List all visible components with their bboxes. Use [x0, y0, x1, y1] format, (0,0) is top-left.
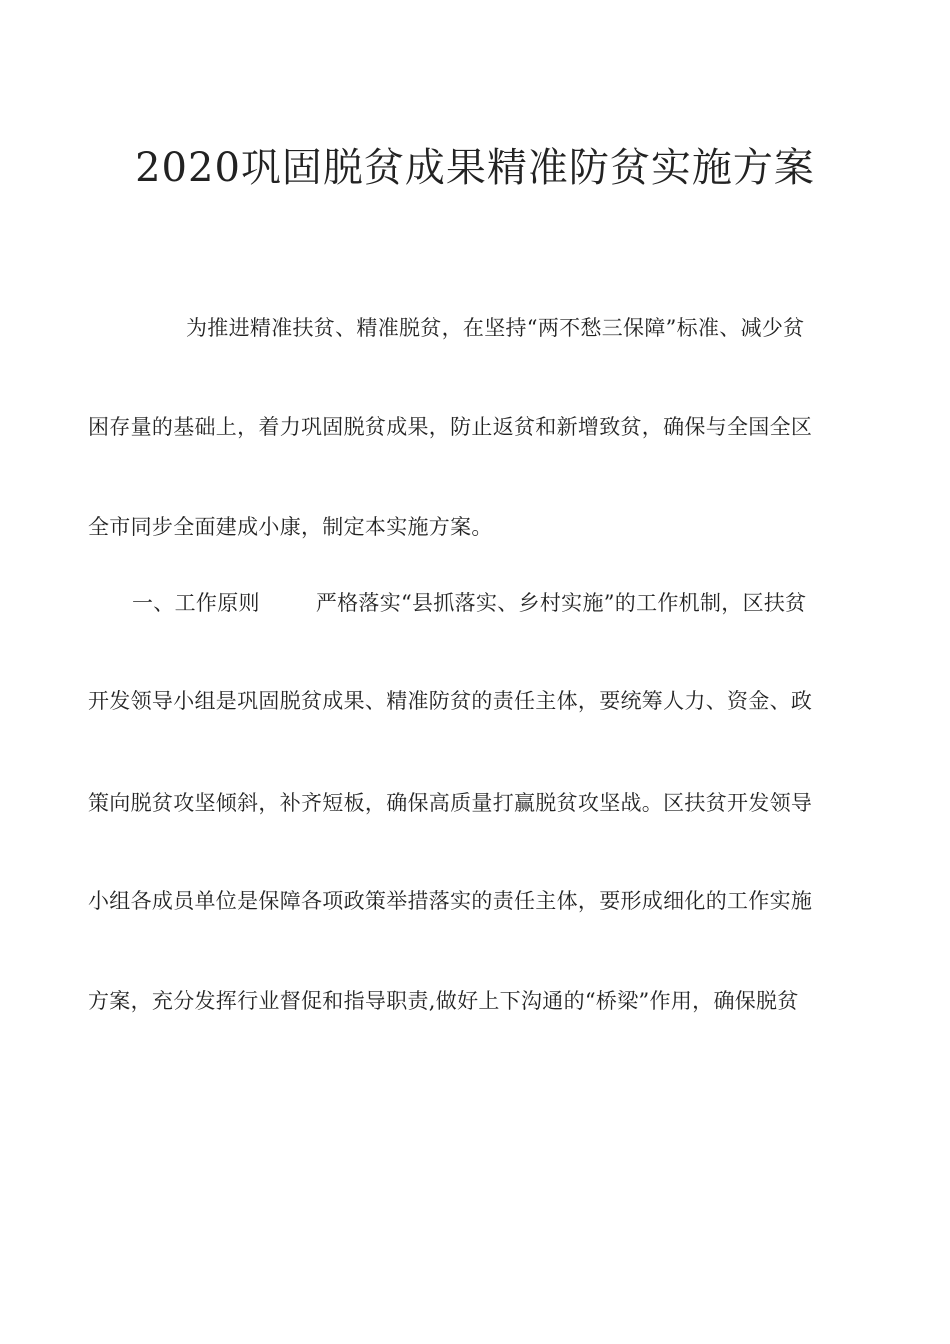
- paragraph-line: 开发领导小组是巩固脱贫成果、精准防贫的责任主体，要统筹人力、资金、政: [88, 689, 813, 713]
- paragraph-line: 困存量的基础上，着力巩固脱贫成果，防止返贫和新增致贫，确保与全国全区: [88, 415, 813, 439]
- section-text: 严格落实“县抓落实、乡村实施”的工作机制，区扶贫: [315, 591, 807, 615]
- paragraph-line: 全市同步全面建成小康，制定本实施方案。: [88, 515, 493, 539]
- section-heading: 一、工作原则: [132, 591, 260, 615]
- paragraph-line: 策向脱贫攻坚倾斜，补齐短板，确保高质量打赢脱贫攻坚战。区扶贫开发领导: [88, 791, 813, 815]
- paragraph-line: 为推进精准扶贫、精准脱贫，在坚持“两不愁三保障”标准、减少贫: [186, 316, 805, 340]
- paragraph-line: 小组各成员单位是保障各项政策举措落实的责任主体，要形成细化的工作实施: [88, 889, 813, 913]
- section-first-line: [132, 588, 868, 618]
- document-title: 2020巩固脱贫成果精准防贫实施方案: [135, 145, 815, 191]
- paragraph-line: 方案，充分发挥行业督促和指导职责,做好上下沟通的“桥梁”作用，确保脱贫: [88, 989, 799, 1013]
